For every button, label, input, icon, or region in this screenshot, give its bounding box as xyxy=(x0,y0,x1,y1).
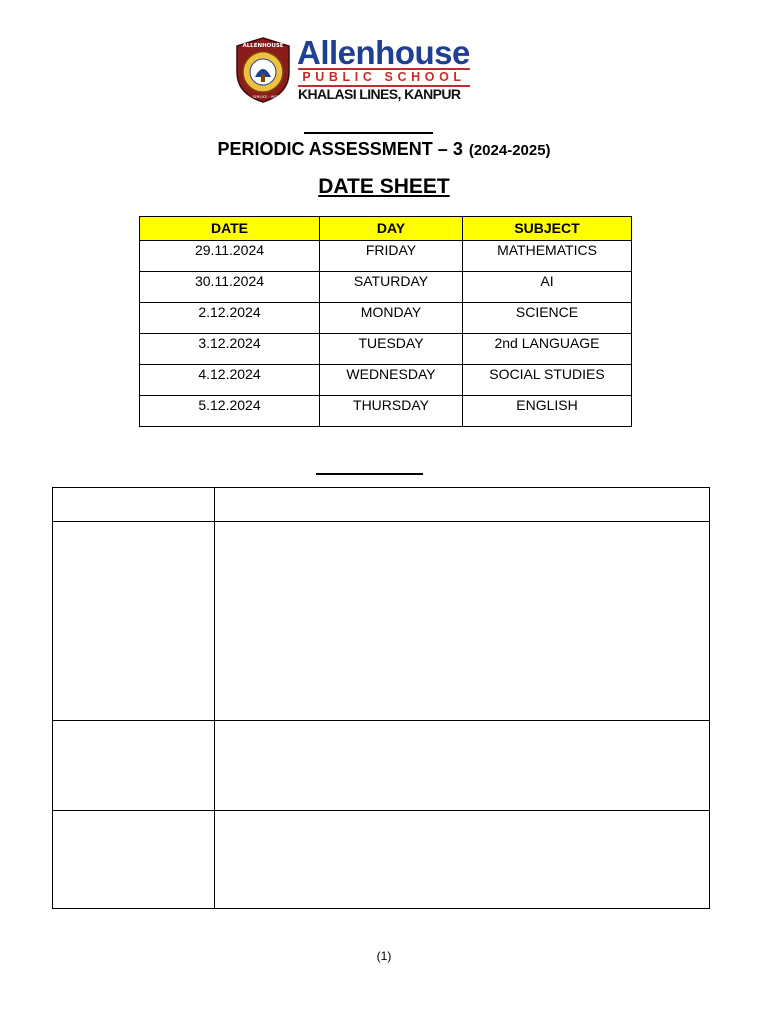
blank-table-row xyxy=(53,488,710,522)
table-row xyxy=(140,241,632,272)
blank-cell xyxy=(215,488,710,522)
blank-cell xyxy=(53,721,215,811)
blank-cell xyxy=(215,522,710,721)
school-location: KHALASI LINES, KANPUR xyxy=(298,86,461,102)
cell-date: 29.11.2024 xyxy=(140,241,320,272)
cell-date: 3.12.2024 xyxy=(140,334,320,365)
cell-subject: 2nd LANGUAGE xyxy=(463,334,632,365)
date-sheet-table xyxy=(139,216,632,427)
blank-cell xyxy=(215,811,710,909)
table-row xyxy=(140,272,632,303)
cell-day: SATURDAY xyxy=(320,272,463,303)
table-row xyxy=(140,334,632,365)
blank-cell xyxy=(53,488,215,522)
cell-day: MONDAY xyxy=(320,303,463,334)
blank-cell xyxy=(215,721,710,811)
seal-top-text: ALLENHOUSE xyxy=(242,43,284,49)
cell-subject: SCIENCE xyxy=(463,303,632,334)
cell-date: 30.11.2024 xyxy=(140,272,320,303)
cell-date: 5.12.2024 xyxy=(140,396,320,427)
table-row xyxy=(140,365,632,396)
assessment-heading xyxy=(0,139,768,160)
column-header-date: DATE xyxy=(140,217,320,241)
top-divider xyxy=(304,132,433,134)
school-name: Allenhouse xyxy=(297,34,470,71)
blank-cell xyxy=(53,522,215,721)
cell-day: TUESDAY xyxy=(320,334,463,365)
assessment-title: PERIODIC ASSESSMENT – 3 xyxy=(217,139,463,159)
table-header-row xyxy=(140,217,632,241)
cell-subject: AI xyxy=(463,272,632,303)
school-seal-icon xyxy=(233,36,293,104)
cell-day: WEDNESDAY xyxy=(320,365,463,396)
cell-subject: ENGLISH xyxy=(463,396,632,427)
tagline-bar xyxy=(298,68,470,87)
blank-table-row xyxy=(53,811,710,909)
cell-date: 2.12.2024 xyxy=(140,303,320,334)
cell-subject: MATHEMATICS xyxy=(463,241,632,272)
cell-day: THURSDAY xyxy=(320,396,463,427)
seal-bottom-text: ORDER · SERVICE · INTEGRITY xyxy=(236,95,290,99)
blank-table-row xyxy=(53,522,710,721)
blank-table-row xyxy=(53,721,710,811)
column-header-day: DAY xyxy=(320,217,463,241)
blank-table xyxy=(52,487,710,909)
column-header-subject: SUBJECT xyxy=(463,217,632,241)
school-tagline: PUBLIC SCHOOL xyxy=(302,70,466,84)
page-number: (1) xyxy=(376,949,392,963)
cell-day: FRIDAY xyxy=(320,241,463,272)
table-row xyxy=(140,303,632,334)
assessment-year: (2024-2025) xyxy=(468,142,551,159)
cell-date: 4.12.2024 xyxy=(140,365,320,396)
middle-divider xyxy=(316,473,423,475)
blank-cell xyxy=(53,811,215,909)
cell-subject: SOCIAL STUDIES xyxy=(463,365,632,396)
table-row xyxy=(140,396,632,427)
date-sheet-title: DATE SHEET xyxy=(318,175,450,198)
school-logo xyxy=(233,36,473,106)
